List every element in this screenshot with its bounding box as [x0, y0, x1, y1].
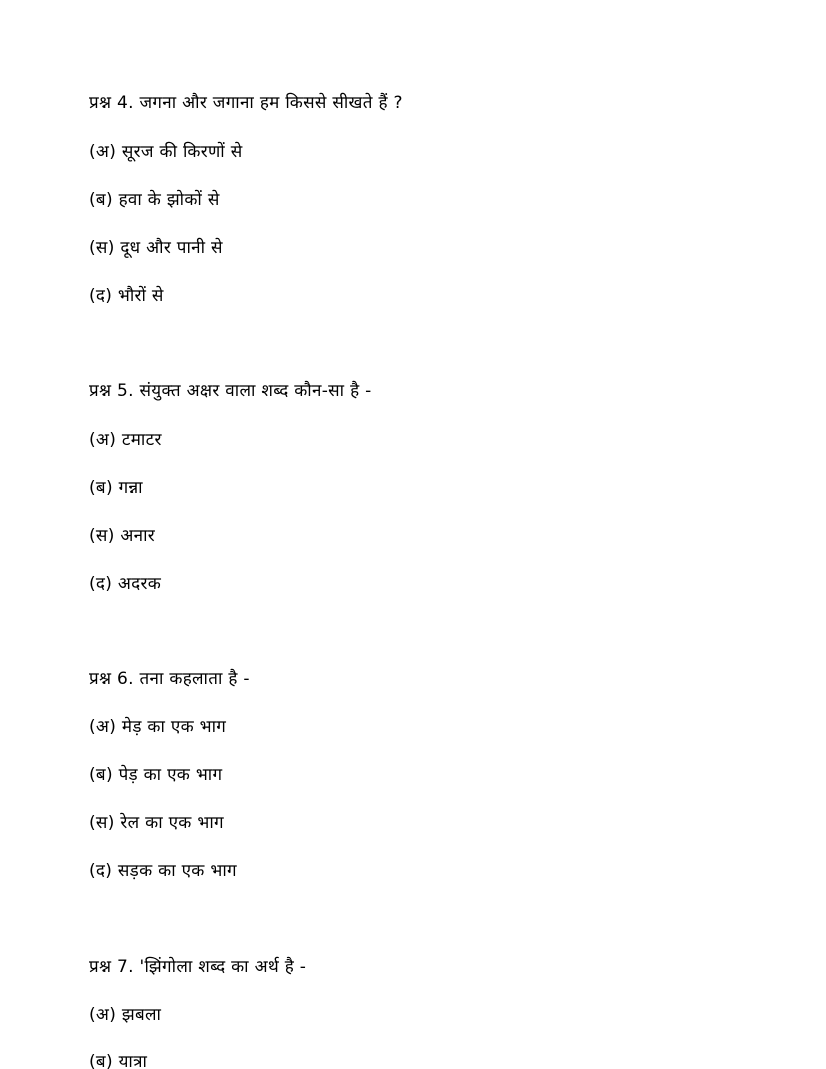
- question-5-option-a: (अ) टमाटर: [89, 430, 162, 450]
- question-7-prompt: प्रश्न 7. 'झिंगोला शब्द का अर्थ है -: [89, 957, 307, 977]
- question-6-prompt: प्रश्न 6. तना कहलाता है -: [89, 669, 250, 689]
- question-7-option-a: (अ) झबला: [89, 1005, 162, 1025]
- question-5-prompt: प्रश्न 5. संयुक्त अक्षर वाला शब्द कौन-सा है -: [89, 381, 372, 401]
- question-5-option-b: (ब) गन्ना: [89, 478, 143, 498]
- question-4-option-b: (ब) हवा के झोकों से: [89, 190, 220, 210]
- question-4-option-c: (स) दूध और पानी से: [89, 238, 223, 258]
- question-4-prompt: प्रश्न 4. जगना और जगाना हम किससे सीखते हैं ?: [89, 93, 403, 113]
- question-4-option-a: (अ) सूरज की किरणों से: [89, 142, 243, 162]
- question-6-option-d: (द) सड़क का एक भाग: [89, 861, 237, 881]
- question-6-option-c: (स) रेल का एक भाग: [89, 813, 224, 833]
- question-7-option-b: (ब) यात्रा: [89, 1052, 148, 1069]
- question-5-option-d: (द) अदरक: [89, 574, 162, 594]
- question-6-option-b: (ब) पेड़ का एक भाग: [89, 765, 223, 785]
- question-5-option-c: (स) अनार: [89, 526, 156, 546]
- question-4-option-d: (द) भौरों से: [89, 286, 164, 306]
- question-6-option-a: (अ) मेड़ का एक भाग: [89, 717, 227, 737]
